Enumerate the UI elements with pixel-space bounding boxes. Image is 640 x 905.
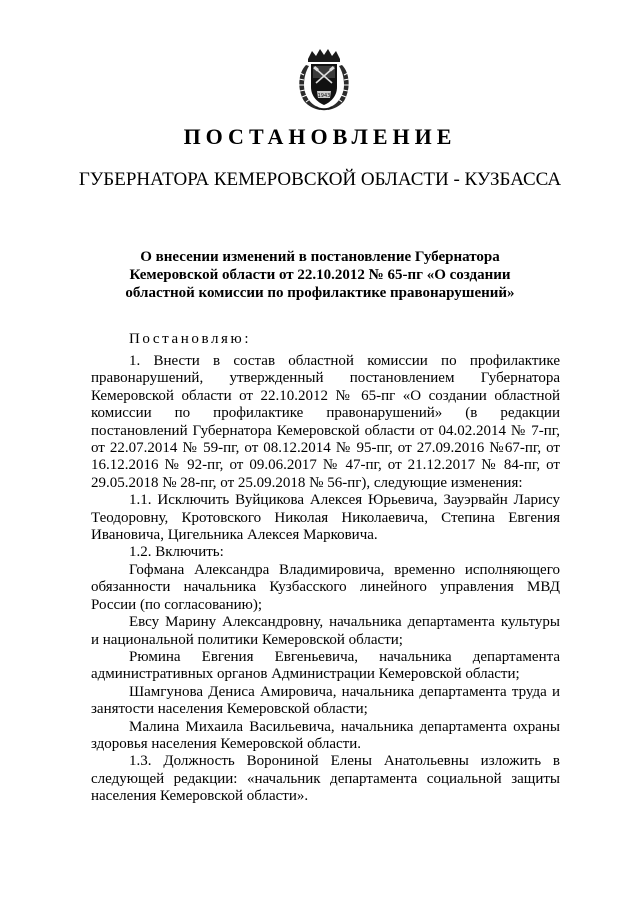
document-title-line: Кемеровской области от 22.10.2012 № 65-пг «О создании (129, 267, 511, 283)
body-paragraph: 1. Внести в состав областной комиссии по профилактике правонарушений, утвержденный постановлением Губернатора Кемеровской области от 22.10.2012 № 65-пг «О создании областной комиссии по профилактике правонарушений» (в редакции постановлений Губернатора Кемеровской области от 04.02.2014 № 7-пг, от 22.07.2014 № 59-пг, от 08.12.2014 № 95-пг, от 27.09.2016 №67-пг, от 16.12.2016 № 92-пг, от 09.06.2017 № 47-пг, от 21.12.2017 № 84-пг, от 29.05.2018 № 28-пг, от 25.09.2018 № 56-пг), следующие изменения: (91, 353, 560, 491)
coat-of-arms-icon (294, 47, 354, 113)
document-title-line: О внесении изменений в постановление Губернатора (140, 249, 500, 265)
document-body (91, 331, 560, 806)
document-title (90, 248, 550, 302)
body-paragraph: Шамгунова Дениса Амировича, начальника департамента труда и занятости населения Кемеровской области; (91, 683, 560, 718)
body-paragraph: 1.3. Должность Ворониной Елены Анатольевны изложить в следующей редакции: «начальник департамента социальной защиты населения Кемеровской области». (91, 753, 560, 805)
document-title-line: областной комиссии по профилактике правонарушений» (125, 285, 515, 301)
body-paragraph: Евсу Марину Александровну, начальника департамента культуры и национальной политики Кемеровской области; (91, 614, 560, 648)
svg-text:1943: 1943 (317, 93, 331, 99)
body-paragraph: 1.1. Исключить Вуйцикова Алексея Юрьевича, Зауэрвайн Ларису Теодоровну, Кротовского Николая Николаевича, Степина Евгения Ивановича, Цигельника Алексея Марковича. (91, 492, 560, 544)
document-type-heading: ПОСТАНОВЛЕНИЕ (183, 124, 457, 149)
issuing-authority: ГУБЕРНАТОРА КЕМЕРОВСКОЙ ОБЛАСТИ - КУЗБАССА (78, 169, 562, 190)
body-paragraph: 1.2. Включить: (129, 544, 224, 561)
body-paragraph: Малина Михаила Васильевича, начальника департамента охраны здоровья населения Кемеровской области. (91, 718, 560, 752)
decree-word: Постановляю: (129, 331, 252, 347)
body-paragraph: Рюмина Евгения Евгеньевича, начальника департамента административных органов Администрации Кемеровской области; (91, 648, 560, 683)
body-paragraph: Гофмана Александра Владимировича, временно исполняющего обязанности начальника Кузбасского линейного управления МВД России (по согласованию); (91, 561, 560, 613)
